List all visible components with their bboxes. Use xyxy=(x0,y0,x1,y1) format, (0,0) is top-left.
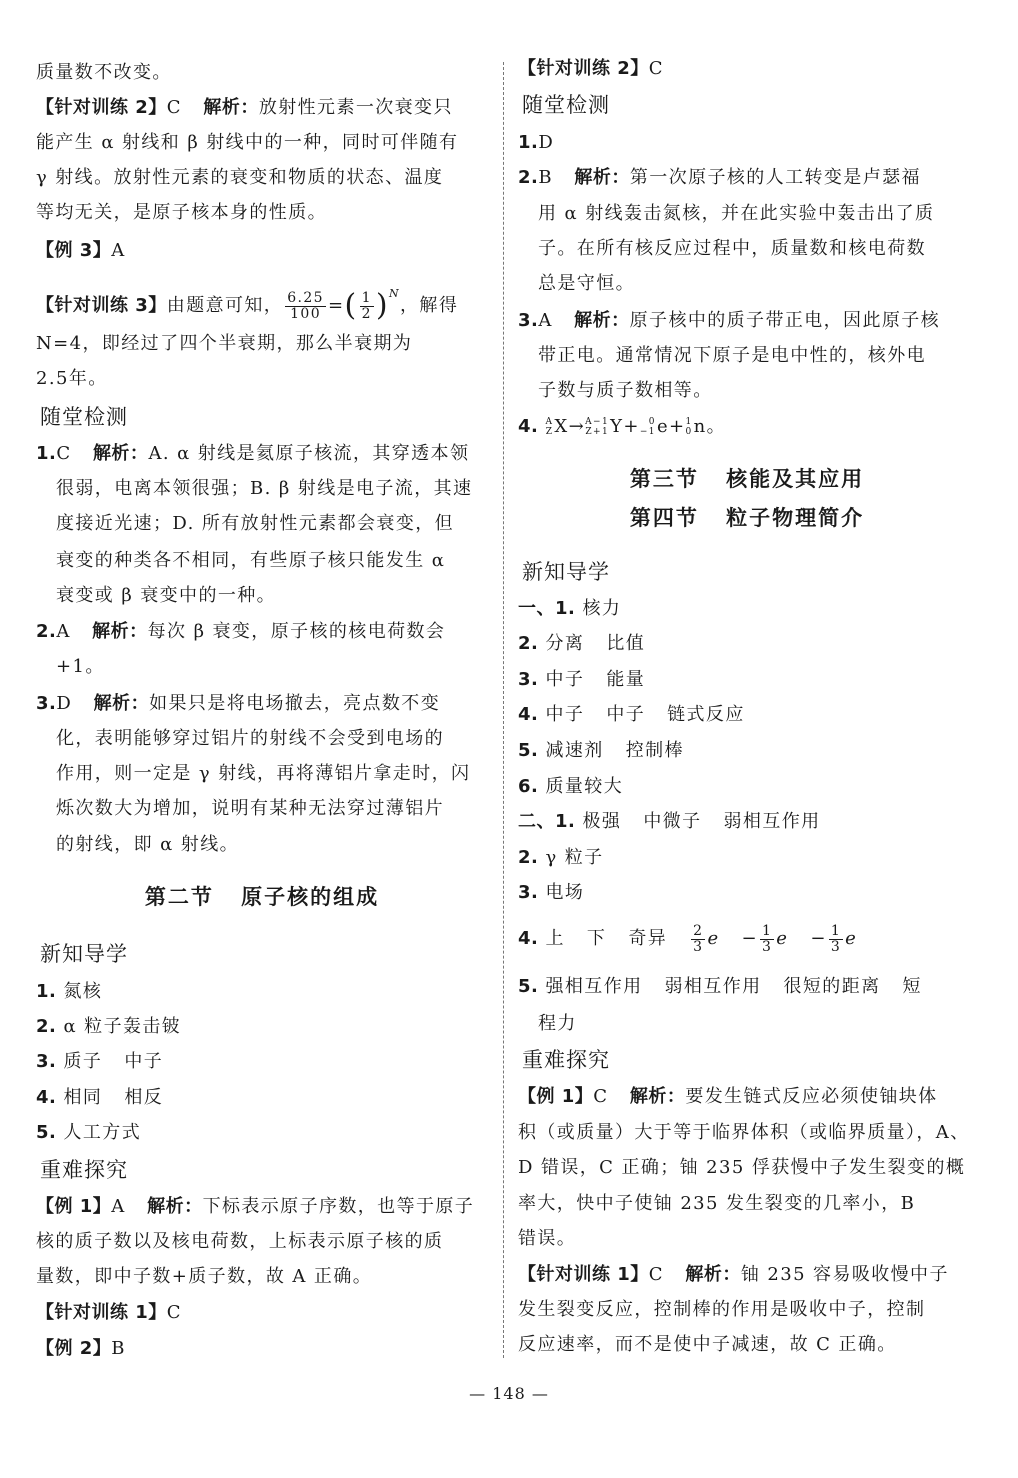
section-heading: 重难探究 xyxy=(40,1158,128,1182)
list-item: 2. γ 粒子 xyxy=(518,847,604,868)
text-line: 能产生 α 射线和 β 射线中的一种，同时可伴随有 xyxy=(36,132,459,153)
list-item: 3. 中子 能量 xyxy=(518,669,646,690)
fraction: $\frac{1}{3}$ xyxy=(761,922,773,955)
text-line: 带正电。通常情况下原子是电中性的，核外电 xyxy=(538,345,926,366)
text-line: D 错误，C 正确；铀 235 俘获慢中子发生裂变的概 xyxy=(518,1157,966,1178)
text-line: 化，表明能够穿过铝片的射线不会受到电场的 xyxy=(56,728,444,749)
list-item: 一、1. 核力 xyxy=(518,598,622,619)
text-line: 质量数不改变。 xyxy=(36,62,172,83)
list-item: 1. 氮核 xyxy=(36,981,103,1002)
text-line: 子数与质子数相等。 xyxy=(538,380,713,401)
question-3: 3.D 解析：如果只是将电场撤去，亮点数不变 xyxy=(36,693,441,714)
text-line: 量数，即中子数+质子数，故 A 正确。 xyxy=(36,1266,373,1287)
text-line: 核的质子数以及核电荷数，上标表示原子核的质 xyxy=(36,1231,444,1252)
list-item: 二、1. 极强 中微子 弱相互作用 xyxy=(518,811,821,832)
question-1: 1.D xyxy=(518,132,555,153)
example-1-answer: 【例 1】A 解析：下标表示原子序数，也等于原子 xyxy=(36,1196,475,1217)
text-line: 总是守恒。 xyxy=(538,273,635,294)
text-line: +1。 xyxy=(56,656,105,677)
fraction: $\frac{2}{3}$ xyxy=(693,922,704,955)
exercise-2-answer: 【针对训练 2】C 解析：放射性元素一次衰变只 xyxy=(36,97,453,118)
text-line: γ 射线。放射性元素的衰变和物质的状态、温度 xyxy=(36,167,444,188)
fraction: $\frac{1}{3}$ xyxy=(830,922,842,955)
text-line: 发生裂变反应，控制棒的作用是吸收中子，控制 xyxy=(518,1299,926,1320)
text-line: 用 α 射线轰击氮核，并在此实验中轰击出了质 xyxy=(538,203,935,224)
example-2-answer: 【例 2】B xyxy=(36,1338,126,1359)
list-item: 5. 强相互作用 弱相互作用 很短的距离 短 xyxy=(518,976,922,997)
text-line: 衰变的种类各不相同，有些原子核只能发生 α xyxy=(56,550,446,571)
fraction: $\frac{6.25}{100}$ xyxy=(287,289,324,322)
exercise-2-answer: 【针对训练 2】C xyxy=(518,58,664,79)
question-1: 1.C 解析：A. α 射线是氦原子核流，其穿透本领 xyxy=(36,443,470,464)
text-line: 积（或质量）大于等于临界体积（或临界质量），A、 xyxy=(518,1122,970,1143)
text-line: 很弱，电离本领很强；B. β 射线是电子流，其速 xyxy=(56,478,473,499)
section-heading: 随堂检测 xyxy=(40,405,128,429)
text-line: 率大，快中子使铀 235 发生裂变的几率小，B xyxy=(518,1193,916,1214)
list-item: 2. 分离 比值 xyxy=(518,633,646,654)
text-line: 度接近光速；D. 所有放射性元素都会衰变，但 xyxy=(56,513,455,534)
column-divider xyxy=(503,62,504,1358)
list-item: 4. 相同 相反 xyxy=(36,1087,164,1108)
list-item: 4. 上 下 奇异 $\frac{2}{3}$ e − $\frac{1}{3}$ e − $\frac{1}{3}$ e xyxy=(518,922,858,955)
exercise-1-answer: 【针对训练 1】C xyxy=(36,1302,182,1323)
question-4-equation: 4. A Z X→ A−1 Z+1 Y+ 0 −1 e+ 1 0 n。 xyxy=(518,416,727,437)
question-2: 2.A 解析：每次 β 衰变，原子核的核电荷数会 xyxy=(36,621,446,642)
text-line: 衰变或 β 衰变中的一种。 xyxy=(56,585,277,606)
exercise-1-answer: 【针对训练 1】C 解析：铀 235 容易吸收慢中子 xyxy=(518,1264,949,1285)
text-line: 作用，则一定是 γ 射线，再将薄铝片拿走时，闪 xyxy=(56,763,471,784)
list-item: 6. 质量较大 xyxy=(518,776,624,797)
list-item: 3. 质子 中子 xyxy=(36,1051,164,1072)
text-line: 烁次数大为增加，说明有某种无法穿过薄铝片 xyxy=(56,798,444,819)
example-3-answer: 【例 3】A xyxy=(36,240,126,261)
example-1-answer: 【例 1】C 解析：要发生链式反应必须使铀块体 xyxy=(518,1086,938,1107)
question-2: 2.B 解析：第一次原子核的人工转变是卢瑟福 xyxy=(518,167,921,188)
list-item: 4. 中子 中子 链式反应 xyxy=(518,704,745,725)
text-line: 2.5年。 xyxy=(36,368,108,389)
section-2-title: 第二节 原子核的组成 xyxy=(144,885,380,909)
text-line: N=4，即经过了四个半衰期，那么半衰期为 xyxy=(36,333,413,354)
text-line: 错误。 xyxy=(518,1228,577,1249)
list-item: 3. 电场 xyxy=(518,882,585,903)
question-3: 3.A 解析：原子核中的质子带正电，因此原子核 xyxy=(518,310,941,331)
section-heading: 新知导学 xyxy=(40,942,128,966)
section-4-title: 第四节 粒子物理简介 xyxy=(629,506,865,530)
text-line: 反应速率，而不是使中子减速，故 C 正确。 xyxy=(518,1334,897,1355)
section-3-title: 第三节 核能及其应用 xyxy=(629,467,865,491)
section-heading: 随堂检测 xyxy=(522,93,610,117)
list-item: 5. 减速剂 控制棒 xyxy=(518,740,684,761)
section-heading: 新知导学 xyxy=(522,560,610,584)
exercise-3-answer: 【针对训练 3】由题意可知， $\frac{6.25}{100}$ =( $\frac{1}{2}$ )$^N$，解得 xyxy=(36,287,459,323)
page-number: — 148 — xyxy=(469,1384,549,1403)
list-item: 2. α 粒子轰击铍 xyxy=(36,1016,182,1037)
text-line: 的射线，即 α 射线。 xyxy=(56,834,239,855)
fraction: $\frac{1}{2}$ xyxy=(361,289,372,322)
text-line: 程力 xyxy=(538,1013,577,1034)
list-item: 5. 人工方式 xyxy=(36,1122,142,1143)
section-heading: 重难探究 xyxy=(522,1048,610,1072)
text-line: 子。在所有核反应过程中，质量数和核电荷数 xyxy=(538,238,926,259)
text-line: 等均无关，是原子核本身的性质。 xyxy=(36,202,327,223)
